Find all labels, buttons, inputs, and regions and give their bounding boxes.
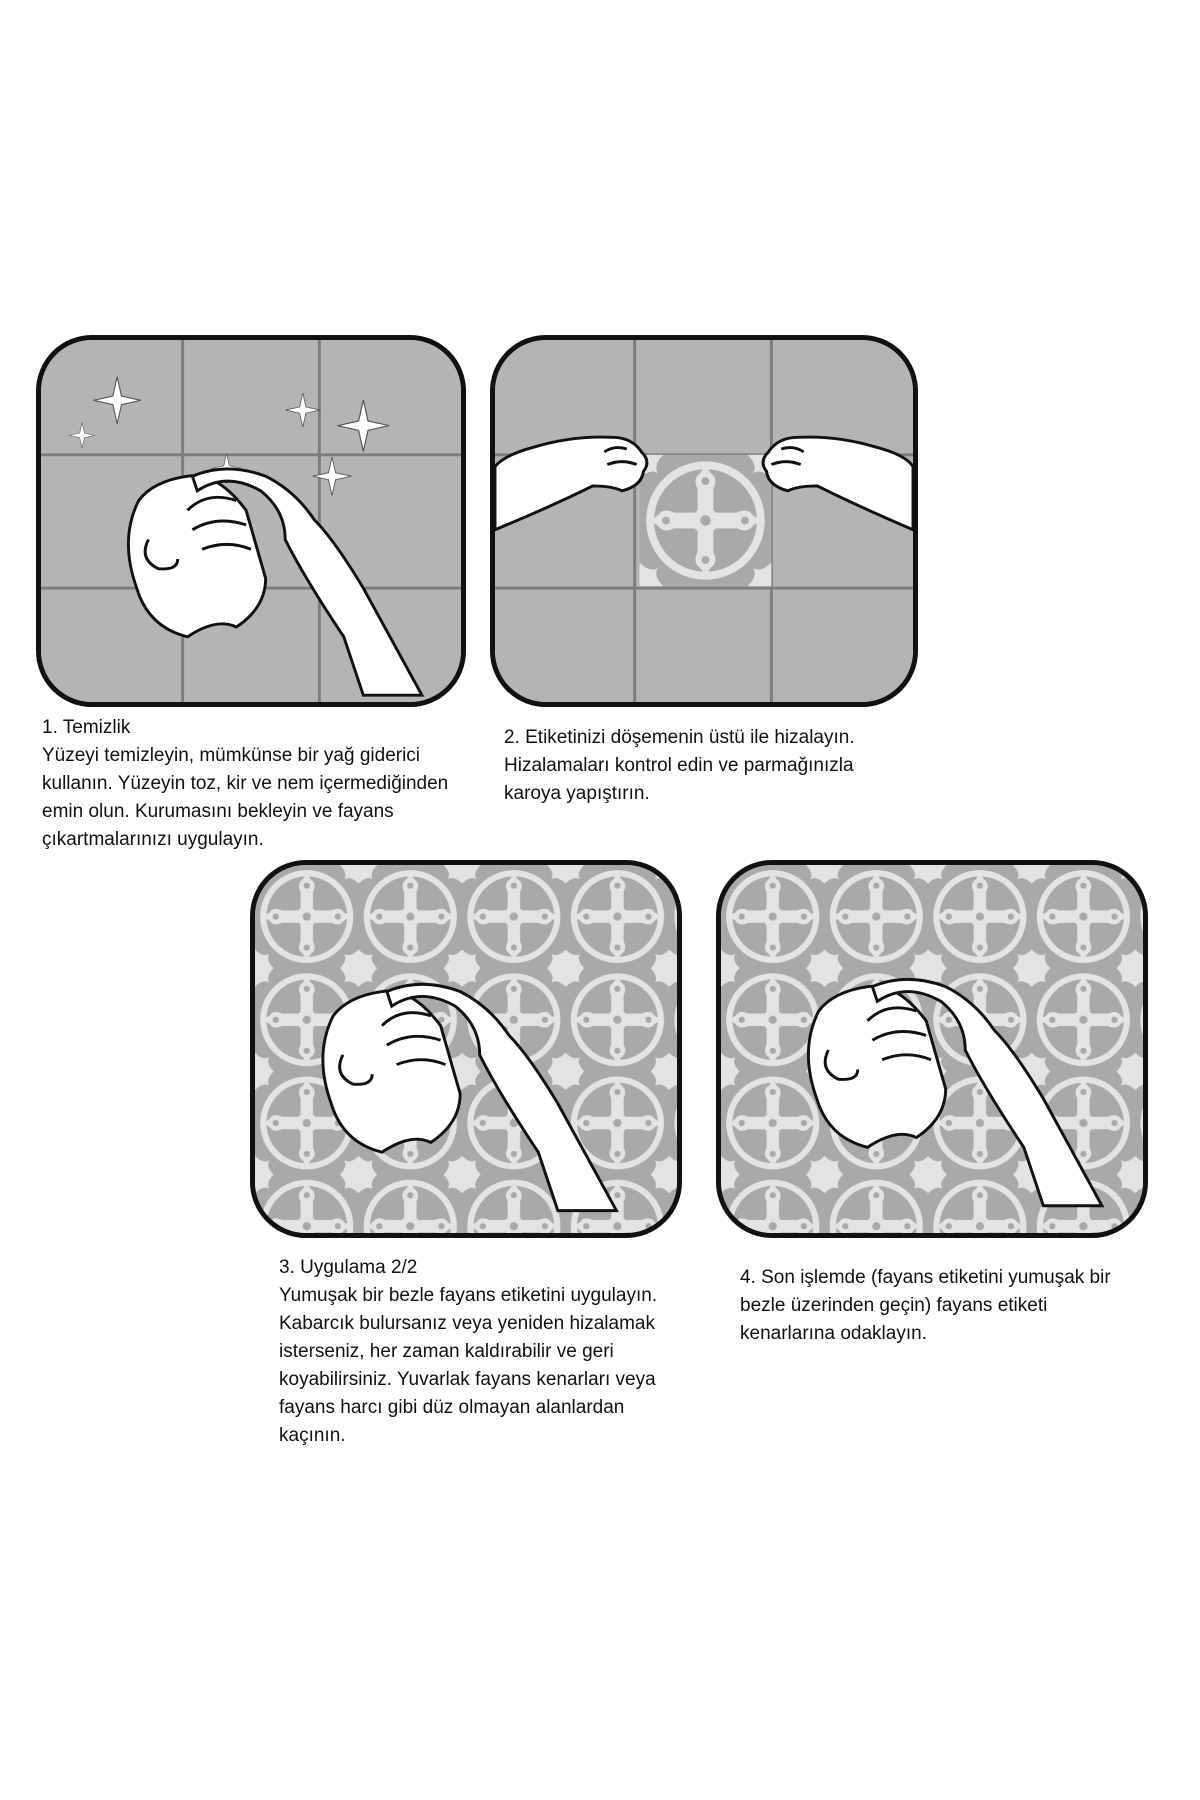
step-text-line: Hizalamaları kontrol edin ve parmağınızla <box>504 755 854 776</box>
step-text-line: kaçının. <box>279 1425 346 1446</box>
step-4-illustration <box>716 860 1148 1238</box>
step-2-caption <box>504 724 855 808</box>
step-title: 4. Son işlemde (fayans etiketini yumuşak bir <box>740 1267 1111 1288</box>
step-title: 3. Uygulama 2/2 <box>279 1257 418 1278</box>
step-text-line: koyabilirsiniz. Yuvarlak fayans kenarları veya <box>279 1369 656 1390</box>
step-text-line: Kabarcık bulursanız veya yeniden hizalamak <box>279 1313 655 1334</box>
step-text-line: kenarlarına odaklayın. <box>740 1323 927 1344</box>
step-title: 1. Temizlik <box>42 717 131 738</box>
step-text-line: emin olun. Kurumasını bekleyin ve fayans <box>42 801 394 822</box>
step-4-caption <box>740 1264 1111 1348</box>
step-text-line: Yüzeyi temizleyin, mümkünse bir yağ giderici <box>42 745 421 766</box>
step-2-illustration <box>490 335 918 707</box>
tile-sticker <box>640 455 772 586</box>
step-text-line: bezle üzerinden geçin) fayans etiketi <box>740 1295 1048 1316</box>
step-1-caption <box>42 714 448 854</box>
step-text-line: karoya yapıştırın. <box>504 783 650 804</box>
step-text-line: çıkartmalarınızı uygulayın. <box>42 829 264 850</box>
step-1-illustration <box>36 335 466 707</box>
step-title: 2. Etiketinizi döşemenin üstü ile hizalayın. <box>504 727 855 748</box>
step-text-line: kullanın. Yüzeyin toz, kir ve nem içermediğinden <box>42 773 449 794</box>
step-text-line: Yumuşak bir bezle fayans etiketini uygulayın. <box>279 1285 658 1306</box>
step-3-caption <box>279 1254 657 1450</box>
step-3-illustration <box>250 860 682 1238</box>
step-text-line: isterseniz, her zaman kaldırabilir ve geri <box>279 1341 614 1362</box>
step-text-line: fayans harcı gibi düz olmayan alanlardan <box>279 1397 625 1418</box>
